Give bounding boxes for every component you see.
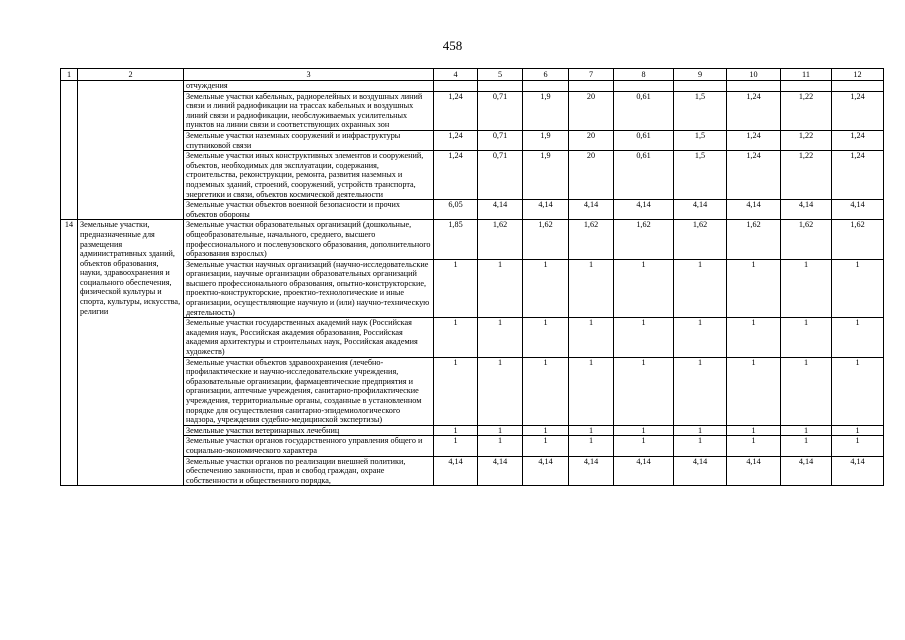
value-cell — [727, 81, 781, 92]
value-cell: 4,14 — [781, 200, 832, 220]
value-cell: 6,05 — [434, 200, 478, 220]
table-row — [61, 456, 884, 486]
value-cell — [832, 81, 884, 92]
column-header: 4 — [434, 69, 478, 81]
value-cell: 1,62 — [478, 220, 523, 259]
value-cell: 4,14 — [832, 456, 884, 486]
value-cell: 1,24 — [832, 91, 884, 130]
value-cell: 1 — [569, 357, 614, 425]
value-cell: 1 — [727, 259, 781, 318]
table-row — [61, 91, 884, 130]
table-body — [61, 81, 884, 486]
value-cell: 1 — [614, 318, 674, 357]
column-header: 7 — [569, 69, 614, 81]
value-cell: 1 — [674, 259, 727, 318]
value-cell: 1,22 — [781, 91, 832, 130]
value-cell: 1,62 — [523, 220, 569, 259]
value-cell: 1 — [727, 436, 781, 456]
description-cell: Земельные участки ветеринарных лечебниц — [184, 425, 434, 436]
value-cell: 1,62 — [781, 220, 832, 259]
value-cell: 0,71 — [478, 151, 523, 200]
value-cell: 1 — [478, 357, 523, 425]
value-cell: 20 — [569, 151, 614, 200]
value-cell: 1 — [614, 357, 674, 425]
table-row — [61, 425, 884, 436]
value-cell: 1 — [614, 425, 674, 436]
value-cell: 4,14 — [727, 456, 781, 486]
value-cell: 0,61 — [614, 91, 674, 130]
value-cell: 1 — [478, 259, 523, 318]
value-cell: 1 — [569, 318, 614, 357]
value-cell: 1,24 — [832, 151, 884, 200]
value-cell — [674, 81, 727, 92]
description-cell: отчуждения — [184, 81, 434, 92]
value-cell: 1 — [434, 436, 478, 456]
value-cell: 0,61 — [614, 151, 674, 200]
value-cell: 1 — [569, 436, 614, 456]
value-cell: 1 — [832, 425, 884, 436]
table-row — [61, 200, 884, 220]
table-row — [61, 318, 884, 357]
value-cell: 1,62 — [614, 220, 674, 259]
value-cell: 1,22 — [781, 130, 832, 150]
value-cell: 1 — [674, 318, 727, 357]
value-cell: 4,14 — [569, 200, 614, 220]
value-cell: 4,14 — [569, 456, 614, 486]
description-cell: Земельные участки научных организаций (научно-исследовательские организации, научные организации образовательных организаций высшего профессионального образования, опытно-конструкторские, проектно-конструкторские, проектно-технологические и иные организации, осуществляющие научную и (или) научно-техническую деятельность) — [184, 259, 434, 318]
value-cell: 1,24 — [727, 91, 781, 130]
value-cell: 1 — [434, 259, 478, 318]
value-cell — [569, 81, 614, 92]
value-cell: 1,24 — [832, 130, 884, 150]
value-cell: 1,24 — [727, 130, 781, 150]
value-cell — [614, 81, 674, 92]
column-header: 5 — [478, 69, 523, 81]
value-cell — [434, 81, 478, 92]
value-cell: 1 — [674, 425, 727, 436]
value-cell: 1 — [781, 357, 832, 425]
column-header: 11 — [781, 69, 832, 81]
row-number-cell — [61, 81, 78, 220]
description-cell: Земельные участки иных конструктивных элементов и сооружений, объектов, необходимых для эксплуатации, содержания, строительства, реконструкции, ремонта, развития наземных и подземных зданий, строений, сооружений, устройств транспорта, энергетики и связи, объектов космической деятельности — [184, 151, 434, 200]
column-header: 10 — [727, 69, 781, 81]
value-cell: 1 — [523, 436, 569, 456]
value-cell: 4,14 — [832, 200, 884, 220]
description-cell: Земельные участки объектов военной безопасности и прочих объектов обороны — [184, 200, 434, 220]
value-cell: 1 — [523, 259, 569, 318]
value-cell: 4,14 — [781, 456, 832, 486]
value-cell: 1 — [434, 318, 478, 357]
table-row — [61, 436, 884, 456]
value-cell: 1 — [523, 318, 569, 357]
value-cell: 1 — [832, 357, 884, 425]
column-header: 6 — [523, 69, 569, 81]
value-cell: 1,62 — [674, 220, 727, 259]
value-cell: 1 — [832, 436, 884, 456]
value-cell: 1,62 — [569, 220, 614, 259]
column-header: 1 — [61, 69, 78, 81]
value-cell: 1,62 — [727, 220, 781, 259]
column-header: 9 — [674, 69, 727, 81]
description-cell: Земельные участки наземных сооружений и инфраструктуры спутниковой связи — [184, 130, 434, 150]
value-cell: 1 — [781, 318, 832, 357]
value-cell: 1 — [434, 357, 478, 425]
value-cell: 1 — [478, 436, 523, 456]
row-number-cell: 14 — [61, 220, 78, 486]
value-cell: 1,5 — [674, 151, 727, 200]
value-cell — [781, 81, 832, 92]
value-cell: 1 — [832, 318, 884, 357]
value-cell: 4,14 — [478, 456, 523, 486]
column-header: 3 — [184, 69, 434, 81]
description-cell: Земельные участки кабельных, радиорелейных и воздушных линий связи и линий радиофикации на трассах кабельных и воздушных линий связи и радиофикации, необслуживаемых усилительных пунктов на линии связи и соответствующих охранных зон — [184, 91, 434, 130]
table-header-row — [61, 69, 884, 81]
value-cell: 1,24 — [434, 91, 478, 130]
value-cell: 1 — [434, 425, 478, 436]
description-cell: Земельные участки объектов здравоохранения (лечебно-профилактические и научно-исследовательские учреждения, образовательные организации, фармацевтические предприятия и организации, аптечные учреждения, санитарно-профилактические учреждения, территориальные органы, созданные в установленном порядке для осуществления санитарно-эпидемиологического надзора, учреждения судебно-медицинской экспертизы) — [184, 357, 434, 425]
value-cell: 1 — [781, 425, 832, 436]
value-cell: 0,71 — [478, 130, 523, 150]
value-cell: 4,14 — [523, 200, 569, 220]
value-cell: 1 — [523, 425, 569, 436]
value-cell: 20 — [569, 130, 614, 150]
value-cell: 4,14 — [727, 200, 781, 220]
table-row — [61, 81, 884, 92]
value-cell — [523, 81, 569, 92]
value-cell: 1,9 — [523, 91, 569, 130]
value-cell: 1,85 — [434, 220, 478, 259]
table-row — [61, 220, 884, 259]
category-cell — [78, 81, 184, 220]
value-cell: 1 — [569, 259, 614, 318]
column-header: 12 — [832, 69, 884, 81]
value-cell: 1,62 — [832, 220, 884, 259]
value-cell: 1 — [781, 259, 832, 318]
description-cell: Земельные участки органов по реализации внешней политики, обеспечению законности, прав и свобод граждан, охране собственности и общественного порядка, — [184, 456, 434, 486]
value-cell: 1 — [727, 425, 781, 436]
table-row — [61, 357, 884, 425]
column-header: 2 — [78, 69, 184, 81]
description-cell: Земельные участки образовательных организаций (дошкольные, общеобразовательные, начального, среднего, высшего профессионального и послевузовского образования, дополнительного образования взрослых) — [184, 220, 434, 259]
value-cell: 1 — [781, 436, 832, 456]
value-cell: 1 — [727, 318, 781, 357]
value-cell: 1,5 — [674, 130, 727, 150]
value-cell: 1,5 — [674, 91, 727, 130]
table-row — [61, 151, 884, 200]
value-cell: 0,61 — [614, 130, 674, 150]
value-cell: 1 — [614, 436, 674, 456]
description-cell: Земельные участки государственных академий наук (Российская академия наук, Российская академия образования, Российская академия архитектуры и строительных наук, Российская академия художеств) — [184, 318, 434, 357]
value-cell: 4,14 — [614, 200, 674, 220]
value-cell: 1 — [727, 357, 781, 425]
value-cell: 1 — [674, 357, 727, 425]
value-cell: 1 — [674, 436, 727, 456]
table-row — [61, 259, 884, 318]
value-cell: 1,24 — [434, 130, 478, 150]
value-cell: 4,14 — [614, 456, 674, 486]
value-cell: 1,24 — [727, 151, 781, 200]
value-cell: 0,71 — [478, 91, 523, 130]
column-header: 8 — [614, 69, 674, 81]
table-row — [61, 130, 884, 150]
value-cell: 1 — [478, 318, 523, 357]
value-cell: 4,14 — [674, 200, 727, 220]
description-cell: Земельные участки органов государственного управления общего и социально-экономического характера — [184, 436, 434, 456]
value-cell: 1,24 — [434, 151, 478, 200]
value-cell: 1,9 — [523, 130, 569, 150]
value-cell: 4,14 — [674, 456, 727, 486]
value-cell: 4,14 — [434, 456, 478, 486]
value-cell: 1 — [478, 425, 523, 436]
value-cell: 1,22 — [781, 151, 832, 200]
coefficients-table — [60, 68, 884, 486]
value-cell: 4,14 — [478, 200, 523, 220]
category-cell: Земельные участки, предназначенные для размещения административных зданий, объектов образования, науки, здравоохранения и социального обеспечения, физической культуры и спорта, культуры, искусства, религии — [78, 220, 184, 486]
page-number: 458 — [442, 38, 463, 53]
value-cell — [478, 81, 523, 92]
value-cell: 1 — [523, 357, 569, 425]
value-cell: 1 — [614, 259, 674, 318]
value-cell: 1 — [569, 425, 614, 436]
value-cell: 1 — [832, 259, 884, 318]
value-cell: 1,9 — [523, 151, 569, 200]
value-cell: 4,14 — [523, 456, 569, 486]
value-cell: 20 — [569, 91, 614, 130]
